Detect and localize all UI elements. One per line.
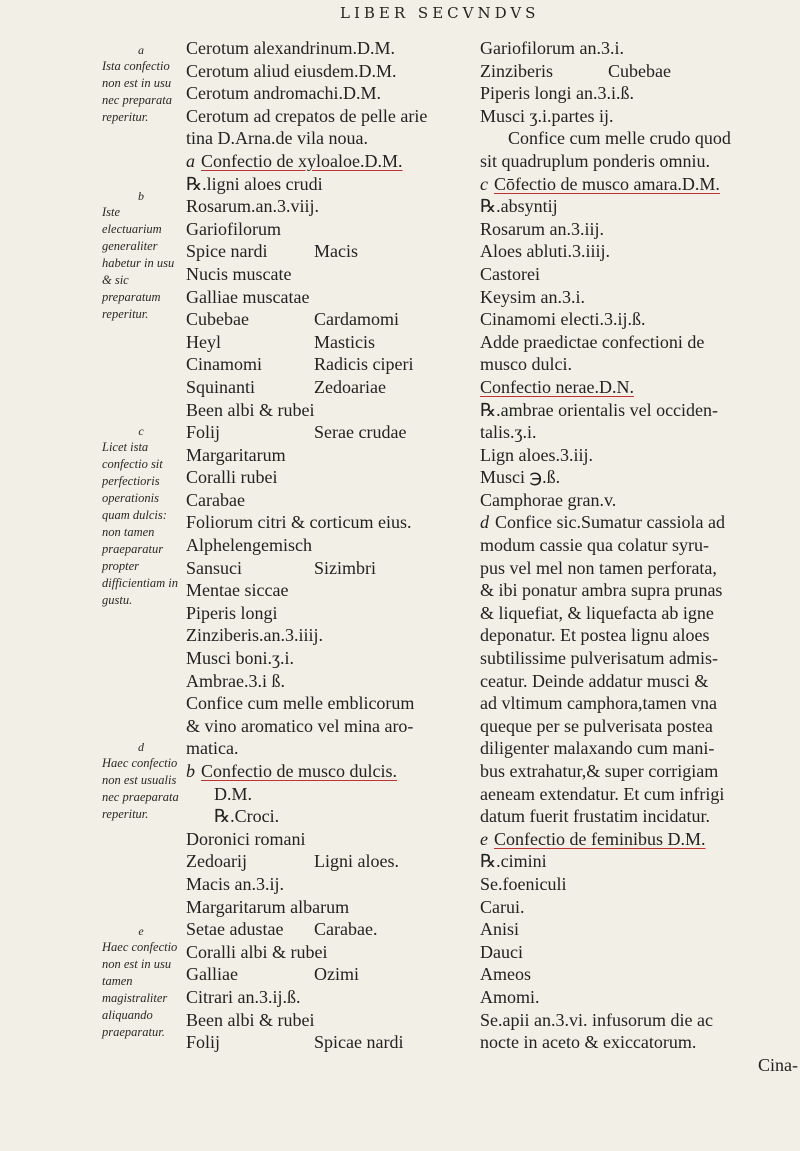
text-line [186,850,462,873]
line-text: Cinamomi electi.3.ij.ß. [480,309,646,330]
line-text: Cerotum alexandrinum.D.M. [186,38,395,58]
line-text: Se.apii an.3.vi. infusorum die ac [480,1009,713,1030]
line-text: Confice cum melle crudo quod [508,128,731,149]
line-text: tina D.Arna.de vila noua. [186,128,368,149]
text-line [480,1031,798,1054]
line-text: Cerotum ad crepatos de pelle arie [186,105,428,126]
text-line [480,466,798,489]
ingredient-pair [186,557,458,580]
ingredient: Cubebae [608,60,671,81]
ingredient: Sizimbri [314,557,376,578]
text-line [480,489,798,512]
line-text: Coralli rubei [186,467,278,488]
ingredient: Setae adustae [186,919,284,940]
text-line [186,399,462,422]
margin-notes [102,42,180,1041]
line-text: Gariofilorum [186,218,281,239]
line-text: Castorei [480,263,540,284]
note-marker: b [186,761,195,781]
text-line [480,150,798,173]
line-text: Been albi & rubei [186,399,315,420]
text-line [186,353,462,376]
text-line [480,127,798,150]
line-text: Mentae siccae [186,580,289,601]
ingredient: Cinamomi [186,354,262,375]
line-text: Coralli albi & rubei [186,941,328,962]
margin-note [102,42,180,126]
note-marker: a [186,150,195,171]
ingredient: Spice nardi [186,241,268,262]
text-line [186,557,462,580]
right-column [480,37,798,1076]
text-line [480,195,798,218]
ingredient: Ozimi [314,964,359,985]
margin-note [102,188,180,323]
ingredient: Serae crudae [314,422,407,443]
ingredient: Folij [186,1032,221,1053]
line-text: Citrari an.3.ij.ß. [186,986,301,1007]
text-line [480,286,798,309]
text-line [480,737,798,760]
line-text: Zinziberis.an.3.iiij. [186,625,323,646]
line-text: Musci boni.ʒ.i. [186,648,294,669]
text-line [186,444,462,467]
recipe-title: Confectio de musco dulcis. [201,761,397,781]
note-letter: d [138,740,144,754]
line-text: Been albi & rubei [186,1009,315,1030]
ingredient: Zedoariae [314,376,386,397]
ingredient: Spicae nardi [314,1032,404,1053]
line-text: Confice sic.Sumatur cassiola ad [495,512,725,533]
running-header-title: LIBER SECVNDVS [340,4,540,22]
text-line [480,760,798,783]
ingredient: Sansuci [186,557,242,578]
recipe-heading [480,828,798,851]
line-text: ad vltimum camphora,tamen vna [480,693,717,714]
line-text: modum cassie qua colatur syru- [480,535,709,556]
recipe-heading [186,760,462,783]
text-line [186,534,462,557]
text-line [186,37,462,60]
text-line [480,399,798,422]
recipe-title: Confectio de xyloaloe.D.M. [201,150,403,171]
line-text: & liquefiat, & liquefacta ab igne [480,602,714,623]
line-text: Ameos [480,964,531,985]
text-line [186,963,462,986]
text-line [480,444,798,467]
text-line [186,489,462,512]
text-line [186,941,462,964]
ingredient-pair [186,918,458,941]
ingredient: Squinanti [186,376,256,397]
line-text: Se.foeniculi [480,873,567,894]
line-text: Piperis longi an.3.i.ß. [480,83,634,104]
text-line [480,1009,798,1032]
ingredient-pair [186,1031,458,1054]
line-text: talis.ʒ.i. [480,422,537,443]
ingredient: Folij [186,422,221,443]
text-line [186,376,462,399]
text-line [186,127,462,150]
line-text: ceatur. Deinde addatur musci & [480,670,709,691]
ingredient-pair [186,421,458,444]
line-text: ℞.ligni aloes crudi [186,173,323,194]
note-marker: d [480,512,489,533]
text-line [186,918,462,941]
line-text: Cina- [758,1054,798,1075]
line-text: Carui. [480,896,525,917]
text-line [186,692,462,715]
line-text: Galliae muscatae [186,286,310,307]
line-text: Keysim an.3.i. [480,286,585,307]
text-line [186,1031,462,1054]
text-line [480,624,798,647]
text-line [480,805,798,828]
recipe-heading [480,173,798,196]
ingredient: Macis [314,241,358,262]
ingredient: Radicis ciperi [314,354,414,375]
text-line [480,1054,798,1077]
line-text: datum fuerit frustatim incidatur. [480,806,710,827]
line-text: Rosarum.an.3.viij. [186,196,319,217]
line-text: Musci ʒ.i.partes ij. [480,105,614,126]
note-letter: e [138,924,144,938]
text-line [480,557,798,580]
line-text: ℞.absyntij [480,196,558,217]
text-line [186,240,462,263]
line-text: Cerotum andromachi.D.M. [186,83,381,104]
line-text: musco dulci. [480,354,572,375]
margin-note [102,739,180,823]
line-text: Anisi [480,919,520,940]
text-line [480,963,798,986]
text-line [186,60,462,83]
text-line [186,195,462,218]
text-line [186,466,462,489]
ingredient: Cardamomi [314,309,399,330]
line-text: Alphelengemisch [186,535,312,556]
line-text: matica. [186,738,239,759]
text-line [480,873,798,896]
text-line [480,82,798,105]
text-line [480,421,798,444]
line-text: & vino aromatico vel mina aro- [186,715,414,736]
recipe-heading [480,376,798,399]
recipe-title: Confectio de feminibus D.M. [494,828,706,849]
text-line [480,715,798,738]
line-text: diligenter malaxando cum mani- [480,738,715,759]
text-line [480,986,798,1009]
ingredient: Ligni aloes. [314,851,399,872]
ingredient-pair [186,963,458,986]
ingredient: Zinziberis [480,60,553,81]
text-line [186,986,462,1009]
line-text: sit quadruplum ponderis omniu. [480,150,710,171]
text-line [480,579,798,602]
text-line [186,82,462,105]
line-text: subtilissime pulverisatum admis- [480,648,718,669]
line-text: Gariofilorum an.3.i. [480,38,624,58]
recipe-title: Confectio nerae.D.N. [480,376,634,397]
ingredient-pair [186,308,458,331]
ingredient-pair [186,353,458,376]
line-text: nocte in aceto & exiccatorum. [480,1032,697,1053]
note-marker: e [480,828,488,849]
note-marker: c [480,173,488,194]
text-line [186,896,462,919]
text-line [186,670,462,693]
note-letter: b [138,189,144,203]
text-line [480,60,798,83]
text-line [480,602,798,625]
running-header [340,4,780,22]
text-line [186,783,462,806]
text-line [480,850,798,873]
left-column [186,37,462,1054]
line-text: D.M. [214,783,253,804]
line-text: Carabae [186,489,245,510]
ingredient: Zedoarij [186,851,247,872]
note-text: Haec confectio non est in usu tamen magistraliter aliquando praeparatur. [102,940,178,1039]
text-line [480,37,798,60]
text-line [186,421,462,444]
line-text: Margaritarum albarum [186,896,350,917]
line-text: aeneam extendatur. Et cum infrigi [480,783,725,804]
line-text: Cerotum aliud eiusdem.D.M. [186,60,397,81]
ingredient: Carabae. [314,919,378,940]
note-text: Haec confectio non est usualis nec praeparata reperitur. [102,756,179,821]
line-text: ℞.cimini [480,851,547,872]
text-line [186,308,462,331]
line-text: Doronici romani [186,828,306,849]
line-text: Dauci [480,941,523,962]
ingredient-pair [186,240,458,263]
text-line [186,286,462,309]
ingredient: Heyl [186,331,221,352]
text-line [480,918,798,941]
line-text: Lign aloes.3.iij. [480,444,593,465]
text-line [186,715,462,738]
text-line [186,828,462,851]
note-text: Licet ista confectio sit perfectioris operationis quam dulcis: non tamen praeparatur propter difficientiam in gustu. [102,440,179,607]
recipe-title: Cōfectio de musco amara.D.M. [494,173,720,194]
text-line [480,896,798,919]
text-line [480,353,798,376]
recipe-heading [186,150,462,173]
text-line [480,105,798,128]
line-text: Macis an.3.ij. [186,873,284,894]
line-text: queque per se pulverisata postea [480,715,713,736]
text-line [480,331,798,354]
ingredient: Galliae [186,964,238,985]
line-text: pus vel mel non tamen perforata, [480,557,717,578]
line-text: ℞.ambrae orientalis vel occiden- [480,399,719,420]
line-text: bus extrahatur,& super corrigiam [480,761,719,781]
text-line [186,1009,462,1032]
line-text: Confice cum melle emblicorum [186,693,415,714]
line-text: Ambrae.3.i ß. [186,670,285,691]
text-line [186,579,462,602]
ingredient-pair [186,331,458,354]
text-line [480,670,798,693]
line-text: Margaritarum [186,444,286,465]
text-line [186,263,462,286]
line-text: Aloes abluti.3.iiij. [480,241,610,262]
line-text: Foliorum citri & corticum eius. [186,512,412,533]
text-line [480,534,798,557]
text-line [480,647,798,670]
text-line [480,692,798,715]
line-text: Nucis muscate [186,263,292,284]
text-line [186,173,462,196]
line-text: Musci ℈.ß. [480,467,561,488]
margin-note [102,423,180,609]
text-line [186,218,462,241]
text-line [480,218,798,241]
line-text: ℞.Croci. [214,806,280,827]
line-text: deponatur. Et postea lignu aloes [480,625,710,646]
text-line [186,737,462,760]
text-line [480,941,798,964]
ingredient-pair [480,60,794,83]
line-text: Amomi. [480,986,540,1007]
text-line [186,602,462,625]
text-line [480,783,798,806]
text-line [480,308,798,331]
margin-note [102,923,180,1041]
ingredient: Cubebae [186,309,249,330]
line-text: & ibi ponatur ambra supra prunas [480,580,723,601]
line-text: Piperis longi [186,602,278,623]
ingredient-pair [186,376,458,399]
ingredient: Masticis [314,331,375,352]
text-line [186,331,462,354]
note-text: Iste electuarium generaliter habetur in usu & sic preparatum reperitur. [102,205,175,321]
text-line [186,873,462,896]
text-line [480,511,798,534]
ingredient-pair [186,850,458,873]
text-line [480,263,798,286]
text-line [186,805,462,828]
line-text: Camphorae gran.v. [480,489,617,510]
note-letter: a [138,43,144,57]
text-line [186,105,462,128]
note-text: Ista confectio non est in usu nec preparata reperitur. [102,59,173,124]
text-line [186,624,462,647]
line-text: Adde praedictae confectioni de [480,331,705,352]
text-line [480,240,798,263]
text-line [186,511,462,534]
note-letter: c [138,424,144,438]
line-text: Rosarum an.3.iij. [480,218,604,239]
text-line [186,647,462,670]
